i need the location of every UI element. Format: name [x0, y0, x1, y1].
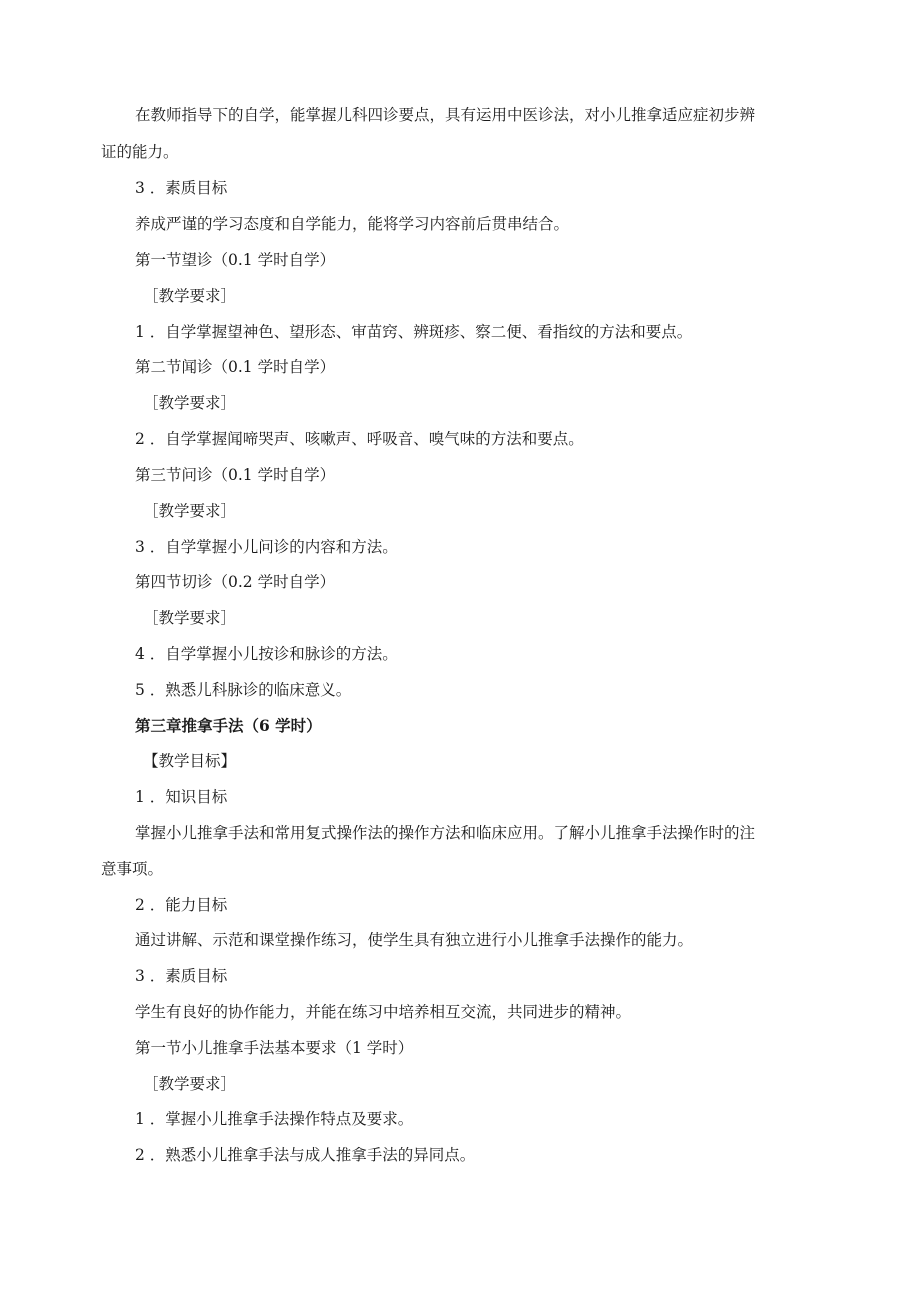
list-item: 4 ．自学掌握小儿按诊和脉诊的方法。 [135, 645, 398, 663]
subheading: ［教学要求］ [143, 394, 237, 412]
subheading: ［教学要求］ [143, 287, 237, 305]
text-line: 掌握小儿推拿手法和常用复式操作法的操作方法和临床应用。了解小儿推拿手法操作时的注 [135, 824, 756, 842]
list-item: 1 ．掌握小儿推拿手法操作特点及要求。 [135, 1110, 414, 1128]
text-line: 证的能力。 [101, 143, 179, 161]
section-heading: 第一节望诊（0.1 学时自学） [135, 251, 336, 269]
text-line: 学生有良好的协作能力，并能在练习中培养相互交流，共同进步的精神。 [135, 1003, 632, 1021]
text-line: 2 ．能力目标 [135, 896, 228, 914]
list-item: 2 ．熟悉小儿推拿手法与成人推拿手法的异同点。 [135, 1146, 476, 1164]
section-heading: 第一节小儿推拿手法基本要求（1 学时） [135, 1039, 414, 1057]
text-line: 在教师指导下的自学，能掌握儿科四诊要点，具有运用中医诊法，对小儿推拿适应症初步辨 [135, 106, 756, 124]
subheading: ［教学要求］ [143, 1075, 237, 1093]
list-item: 5 ．熟悉儿科脉诊的临床意义。 [135, 681, 352, 699]
list-item: 3 ．自学掌握小儿问诊的内容和方法。 [135, 538, 398, 556]
subheading: 【教学目标】 [143, 752, 237, 770]
text-line: 3 ．素质目标 [135, 179, 228, 197]
text-line: 通过讲解、示范和课堂操作练习，使学生具有独立进行小儿推拿手法操作的能力。 [135, 931, 694, 949]
subheading: ［教学要求］ [143, 502, 237, 520]
text-line: 1 ．知识目标 [135, 788, 228, 806]
chapter-heading: 第三章推拿手法（6 学时） [135, 716, 322, 735]
section-heading: 第四节切诊（0.2 学时自学） [135, 573, 336, 591]
list-item: 1 ．自学掌握望神色、望形态、审苗窍、辨斑疹、察二便、看指纹的方法和要点。 [135, 323, 693, 341]
text-line: 意事项。 [101, 860, 164, 878]
section-heading: 第三节问诊（0.1 学时自学） [135, 466, 336, 484]
text-line: 养成严谨的学习态度和自学能力，能将学习内容前后贯串结合。 [135, 215, 570, 233]
subheading: ［教学要求］ [143, 609, 237, 627]
list-item: 2 ．自学掌握闻啼哭声、咳嗽声、呼吸音、嗅气味的方法和要点。 [135, 430, 584, 448]
section-heading: 第二节闻诊（0.1 学时自学） [135, 358, 336, 376]
text-line: 3 ．素质目标 [135, 967, 228, 985]
